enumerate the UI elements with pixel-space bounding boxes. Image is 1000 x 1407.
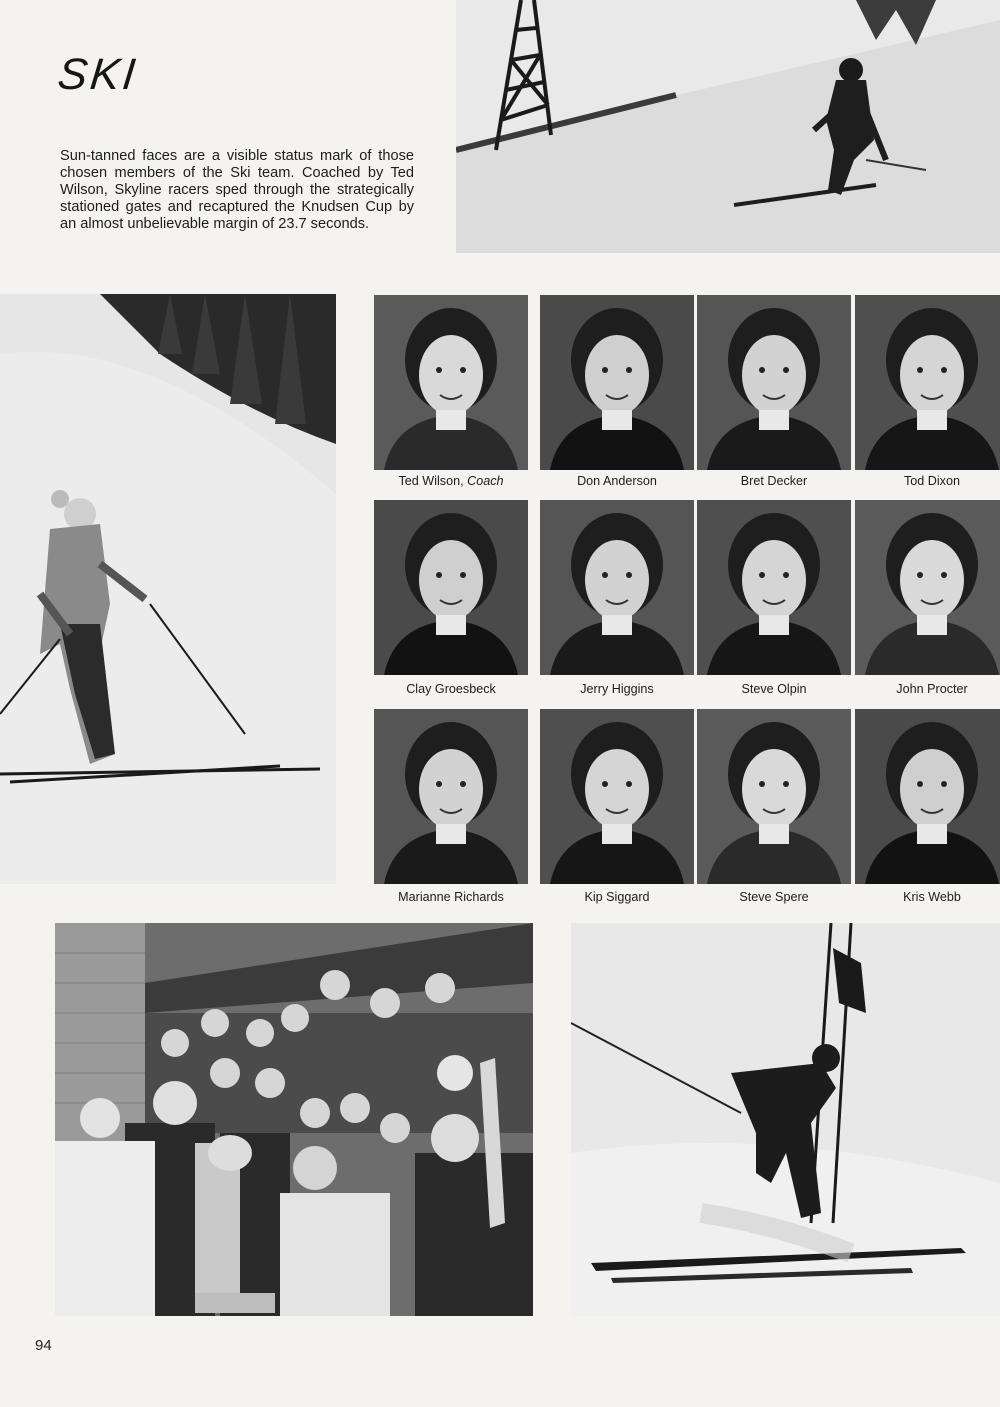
photo-female-skier (0, 294, 336, 884)
caption-don-anderson (532, 474, 702, 488)
photo-team-trophy (55, 923, 533, 1316)
caption-name: Kip Siggard (584, 890, 650, 904)
caption-name: Don Anderson (577, 474, 657, 488)
caption-john-procter (847, 682, 1000, 696)
caption-tod-dixon (847, 474, 1000, 488)
caption-name: Tod Dixon (903, 474, 960, 488)
caption-steve-olpin (689, 682, 859, 696)
portrait-john-procter (855, 500, 1000, 675)
caption-name: John Procter (896, 682, 968, 696)
portrait-ted-wilson (374, 295, 528, 470)
caption-kip-siggard (532, 890, 702, 904)
portrait-clay-groesbeck (374, 500, 528, 675)
portrait-steve-spere (697, 709, 851, 884)
photo-skier-tower (456, 0, 1000, 253)
caption-marianne-richards (366, 890, 536, 904)
page-number: 94 (35, 1337, 52, 1354)
section-title: SKI (55, 50, 141, 99)
caption-role: Coach (467, 474, 504, 488)
caption-bret-decker (689, 474, 859, 488)
intro-paragraph: Sun-tanned faces are a visible status mark of those chosen members of the Ski team. Coached by Ted Wilson, Skyline racers sped through the strategically stationed gates and recaptured the Knudsen Cup by an almost unbelievable margin of 23.7 seconds. (60, 148, 414, 232)
caption-name: Clay Groesbeck (406, 682, 496, 696)
portrait-kris-webb (855, 709, 1000, 884)
caption-name: Kris Webb (903, 890, 961, 904)
portrait-tod-dixon (855, 295, 1000, 470)
caption-name: Bret Decker (740, 474, 808, 488)
caption-ted-wilson (366, 474, 536, 488)
caption-name: Steve Spere (739, 890, 809, 904)
portrait-kip-siggard (540, 709, 694, 884)
caption-name: Jerry Higgins (580, 682, 654, 696)
caption-kris-webb (847, 890, 1000, 904)
caption-jerry-higgins (532, 682, 702, 696)
caption-clay-groesbeck (366, 682, 536, 696)
caption-name: Marianne Richards (398, 890, 504, 904)
portrait-marianne-richards (374, 709, 528, 884)
portrait-don-anderson (540, 295, 694, 470)
caption-steve-spere (689, 890, 859, 904)
portrait-jerry-higgins (540, 500, 694, 675)
portrait-bret-decker (697, 295, 851, 470)
portrait-steve-olpin (697, 500, 851, 675)
caption-name: Steve Olpin (741, 682, 807, 696)
photo-racer-gate (571, 923, 1000, 1316)
caption-name: Ted Wilson, (398, 474, 468, 488)
